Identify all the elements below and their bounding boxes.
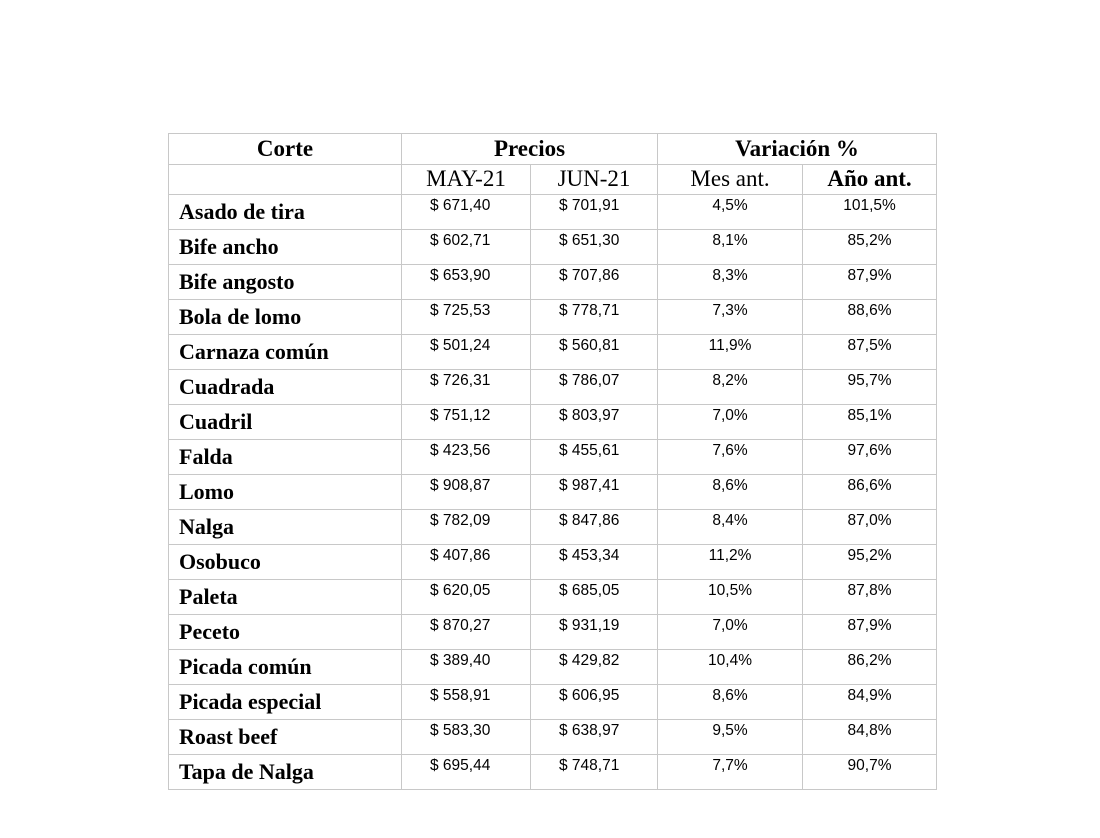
cell-price-jun: $ 651,30: [531, 229, 658, 264]
cell-price-jun: $ 931,19: [531, 614, 658, 649]
cell-cut: Nalga: [169, 509, 402, 544]
price-table: [168, 133, 937, 790]
cell-var-year: 87,8%: [803, 579, 937, 614]
table-row: [169, 544, 937, 579]
cell-cut: Bife angosto: [169, 264, 402, 299]
table-row: [169, 614, 937, 649]
cell-cut: Lomo: [169, 474, 402, 509]
cell-var-month: 8,1%: [658, 229, 803, 264]
cell-var-month: 7,3%: [658, 299, 803, 334]
cell-var-month: 7,0%: [658, 614, 803, 649]
table-row: [169, 299, 937, 334]
cell-price-may: $ 751,12: [402, 404, 531, 439]
cell-price-may: $ 583,30: [402, 719, 531, 754]
table-body: [169, 194, 937, 789]
header-row-sub: [169, 165, 937, 195]
cell-cut: Osobuco: [169, 544, 402, 579]
cell-cut: Falda: [169, 439, 402, 474]
cell-price-may: $ 908,87: [402, 474, 531, 509]
cell-var-month: 8,6%: [658, 684, 803, 719]
cell-var-year: 86,2%: [803, 649, 937, 684]
cell-price-jun: $ 560,81: [531, 334, 658, 369]
cell-price-jun: $ 847,86: [531, 509, 658, 544]
cell-var-month: 7,6%: [658, 439, 803, 474]
cell-var-month: 7,0%: [658, 404, 803, 439]
table-row: [169, 334, 937, 369]
cell-var-year: 97,6%: [803, 439, 937, 474]
cell-var-year: 95,2%: [803, 544, 937, 579]
cell-price-jun: $ 455,61: [531, 439, 658, 474]
cell-price-may: $ 501,24: [402, 334, 531, 369]
cell-cut: Picada especial: [169, 684, 402, 719]
cell-price-may: $ 389,40: [402, 649, 531, 684]
cell-cut: Bola de lomo: [169, 299, 402, 334]
cell-var-month: 4,5%: [658, 194, 803, 229]
cell-price-jun: $ 987,41: [531, 474, 658, 509]
cell-cut: Carnaza común: [169, 334, 402, 369]
cell-price-may: $ 870,27: [402, 614, 531, 649]
cell-price-may: $ 695,44: [402, 754, 531, 789]
header-cut-blank: [169, 165, 402, 195]
table-row: [169, 719, 937, 754]
cell-var-month: 8,4%: [658, 509, 803, 544]
cell-var-year: 88,6%: [803, 299, 937, 334]
header-jun: JUN-21: [531, 165, 658, 195]
cell-price-may: $ 726,31: [402, 369, 531, 404]
cell-price-jun: $ 786,07: [531, 369, 658, 404]
cell-cut: Roast beef: [169, 719, 402, 754]
cell-price-may: $ 671,40: [402, 194, 531, 229]
cell-cut: Picada común: [169, 649, 402, 684]
cell-var-month: 7,7%: [658, 754, 803, 789]
table-row: [169, 404, 937, 439]
cell-price-jun: $ 429,82: [531, 649, 658, 684]
cell-price-jun: $ 778,71: [531, 299, 658, 334]
header-row-top: [169, 134, 937, 165]
cell-price-may: $ 620,05: [402, 579, 531, 614]
cell-price-jun: $ 803,97: [531, 404, 658, 439]
cell-var-month: 10,5%: [658, 579, 803, 614]
cell-price-jun: $ 748,71: [531, 754, 658, 789]
cell-cut: Bife ancho: [169, 229, 402, 264]
header-cut: Corte: [169, 134, 402, 165]
header-variation: Variación %: [658, 134, 937, 165]
cell-cut: Cuadrada: [169, 369, 402, 404]
table-row: [169, 369, 937, 404]
cell-price-may: $ 423,56: [402, 439, 531, 474]
cell-price-may: $ 653,90: [402, 264, 531, 299]
cell-cut: Asado de tira: [169, 194, 402, 229]
cell-cut: Tapa de Nalga: [169, 754, 402, 789]
table-row: [169, 229, 937, 264]
cell-price-may: $ 725,53: [402, 299, 531, 334]
cell-price-may: $ 558,91: [402, 684, 531, 719]
cell-var-year: 85,1%: [803, 404, 937, 439]
cell-var-year: 101,5%: [803, 194, 937, 229]
cell-price-may: $ 602,71: [402, 229, 531, 264]
header-prev-year: Año ant.: [803, 165, 937, 195]
cell-var-year: 87,9%: [803, 264, 937, 299]
table-row: [169, 754, 937, 789]
table-row: [169, 474, 937, 509]
cell-cut: Peceto: [169, 614, 402, 649]
cell-price-may: $ 782,09: [402, 509, 531, 544]
cell-price-jun: $ 707,86: [531, 264, 658, 299]
table-row: [169, 579, 937, 614]
cell-cut: Paleta: [169, 579, 402, 614]
cell-var-month: 8,3%: [658, 264, 803, 299]
cell-var-month: 8,6%: [658, 474, 803, 509]
cell-var-year: 86,6%: [803, 474, 937, 509]
cell-var-year: 84,9%: [803, 684, 937, 719]
header-prices: Precios: [402, 134, 658, 165]
header-prev-month: Mes ant.: [658, 165, 803, 195]
cell-price-jun: $ 453,34: [531, 544, 658, 579]
table-row: [169, 649, 937, 684]
cell-var-year: 84,8%: [803, 719, 937, 754]
cell-var-month: 11,2%: [658, 544, 803, 579]
cell-price-may: $ 407,86: [402, 544, 531, 579]
cell-price-jun: $ 606,95: [531, 684, 658, 719]
table-row: [169, 684, 937, 719]
cell-var-month: 11,9%: [658, 334, 803, 369]
table-header: [169, 134, 937, 195]
cell-var-year: 90,7%: [803, 754, 937, 789]
table-row: [169, 194, 937, 229]
cell-price-jun: $ 701,91: [531, 194, 658, 229]
cell-price-jun: $ 685,05: [531, 579, 658, 614]
cell-var-month: 10,4%: [658, 649, 803, 684]
cell-var-year: 95,7%: [803, 369, 937, 404]
header-may: MAY-21: [402, 165, 531, 195]
cell-var-year: 87,0%: [803, 509, 937, 544]
cell-var-year: 85,2%: [803, 229, 937, 264]
table-row: [169, 439, 937, 474]
table-row: [169, 509, 937, 544]
cell-var-month: 9,5%: [658, 719, 803, 754]
cell-price-jun: $ 638,97: [531, 719, 658, 754]
table-row: [169, 264, 937, 299]
cell-var-year: 87,9%: [803, 614, 937, 649]
cell-var-month: 8,2%: [658, 369, 803, 404]
cell-var-year: 87,5%: [803, 334, 937, 369]
cell-cut: Cuadril: [169, 404, 402, 439]
